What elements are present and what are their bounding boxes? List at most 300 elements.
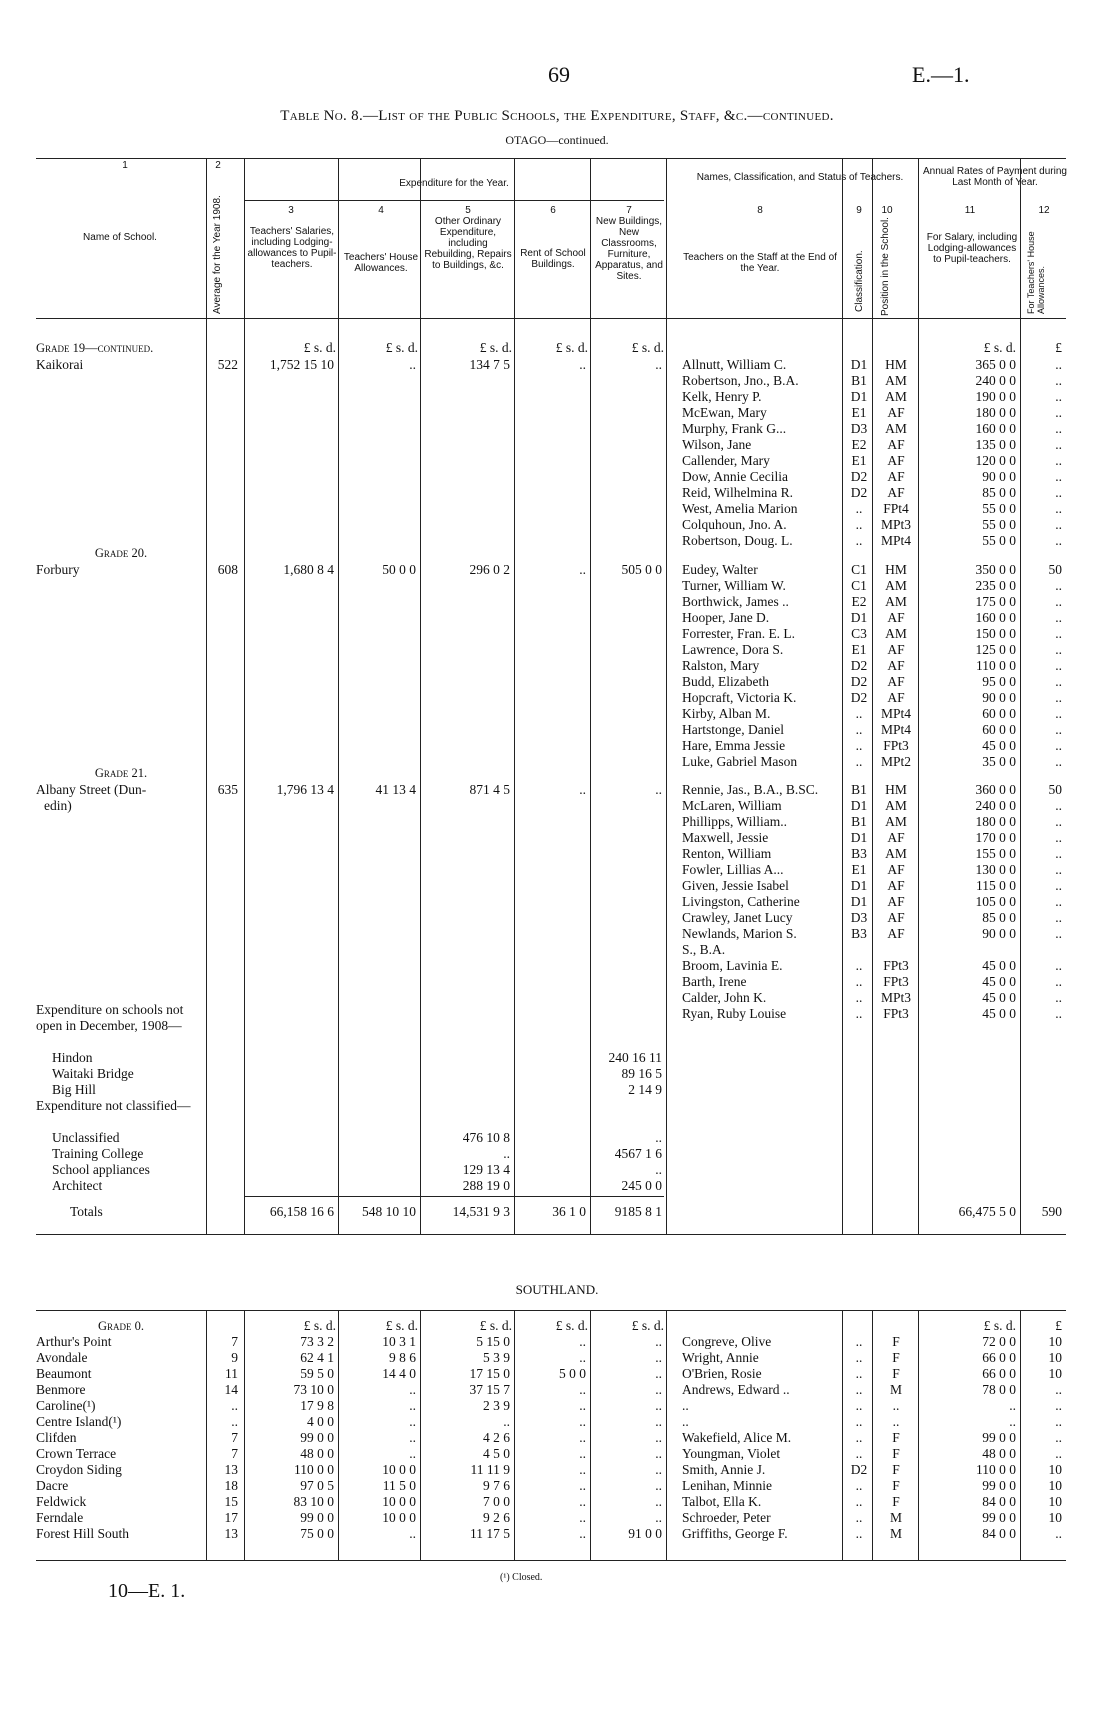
albany-school-name: Albany Street (Dun- bbox=[36, 782, 147, 797]
kaikorai-teacher-house-allowance: .. bbox=[1055, 533, 1062, 548]
page-footer: 10—E. 1. bbox=[108, 1580, 186, 1602]
albany-teacher-position: MPt3 bbox=[880, 990, 911, 1005]
forbury-teacher-rate: 95 0 0 bbox=[982, 674, 1016, 689]
forbury-teacher-house-allowance: .. bbox=[1055, 706, 1062, 721]
forbury-house: 50 0 0 bbox=[382, 562, 416, 577]
albany-teacher-name: Fowler, Lillias A... bbox=[682, 862, 784, 877]
southland-house: 9 8 6 bbox=[389, 1350, 416, 1365]
forbury-teacher-class: D1 bbox=[850, 610, 868, 625]
southland-rent: 5 0 0 bbox=[559, 1366, 586, 1381]
southland-other: 4 2 6 bbox=[483, 1430, 510, 1445]
southland-newbuild: .. bbox=[655, 1510, 662, 1525]
southland-other: 5 3 9 bbox=[483, 1350, 510, 1365]
albany-teacher-rate: 90 0 0 bbox=[982, 926, 1016, 941]
southland-house: 10 0 0 bbox=[382, 1462, 416, 1477]
southland-average: 13 bbox=[224, 1526, 238, 1541]
forbury-teacher-name: Ralston, Mary bbox=[682, 658, 760, 673]
forbury-teacher-house-allowance: .. bbox=[1055, 754, 1062, 769]
southland-newbuild: .. bbox=[655, 1478, 662, 1493]
col8-header: Teachers on the Staff at the End of the Year. bbox=[683, 252, 837, 274]
southland-newbuild: .. bbox=[655, 1494, 662, 1509]
southland-teacher-rate: 84 0 0 bbox=[982, 1494, 1016, 1509]
unit-house: £ s. d. bbox=[385, 340, 418, 355]
forbury-teacher-house-allowance: .. bbox=[1055, 722, 1062, 737]
column-rule bbox=[420, 1310, 421, 1560]
expenditure-group-rule bbox=[244, 200, 664, 201]
southland-other: 17 15 0 bbox=[469, 1366, 510, 1381]
southland-house-allowance: 10 bbox=[1048, 1494, 1062, 1509]
kaikorai-teacher-rate: 55 0 0 bbox=[982, 533, 1016, 548]
forbury-teacher-class: .. bbox=[855, 706, 863, 721]
forbury-teacher-name: Hartstonge, Daniel bbox=[682, 722, 784, 737]
kaikorai-teacher-class: D2 bbox=[850, 485, 868, 500]
south-unit-ha: £ bbox=[1055, 1318, 1062, 1333]
southland-teacher-rate: 99 0 0 bbox=[982, 1478, 1016, 1493]
forbury-teacher-name: Turner, William W. bbox=[682, 578, 786, 593]
albany-teacher-class: .. bbox=[855, 974, 863, 989]
albany-teacher-position: FPt3 bbox=[883, 958, 909, 973]
forbury-teacher-rate: 160 0 0 bbox=[975, 610, 1016, 625]
southland-teacher-class: .. bbox=[855, 1446, 863, 1461]
southland-teacher-position: M bbox=[889, 1526, 902, 1541]
southland-teacher-position: F bbox=[892, 1462, 900, 1477]
albany-teacher-house-allowance: 50 bbox=[1048, 782, 1062, 797]
forbury-teacher-class: D2 bbox=[850, 674, 868, 689]
south-unit-rent: £ s. d. bbox=[555, 1318, 588, 1333]
kaikorai-teacher-position: AF bbox=[887, 485, 905, 500]
southland-salaries: 99 0 0 bbox=[300, 1430, 334, 1445]
southland-teacher-name: Andrews, Edward .. bbox=[682, 1382, 790, 1397]
col11-header: For Salary, including Lodging-allowances to Pupil-teachers. bbox=[926, 232, 1018, 265]
forbury-teacher-rate: 60 0 0 bbox=[982, 706, 1016, 721]
albany-teacher-rate: 85 0 0 bbox=[982, 910, 1016, 925]
forbury-average: 608 bbox=[217, 562, 238, 577]
southland-school-name: Dacre bbox=[36, 1478, 69, 1493]
southland-newbuild: .. bbox=[655, 1334, 662, 1349]
albany-teacher-class: B1 bbox=[851, 782, 867, 797]
kaikorai-average: 522 bbox=[217, 357, 238, 372]
southland-house-allowance: 10 bbox=[1048, 1334, 1062, 1349]
southland-teacher-rate: .. bbox=[1009, 1414, 1016, 1429]
col3-number: 3 bbox=[288, 205, 294, 216]
kaikorai-salaries: 1,752 15 10 bbox=[269, 357, 334, 372]
kaikorai-teacher-name: Callender, Mary bbox=[682, 453, 770, 468]
kaikorai-teacher-class: .. bbox=[855, 533, 863, 548]
southland-salaries: 62 4 1 bbox=[300, 1350, 334, 1365]
kaikorai-teacher-rate: 55 0 0 bbox=[982, 501, 1016, 516]
albany-teacher-rate: 180 0 0 bbox=[975, 814, 1016, 829]
column-rule bbox=[420, 158, 421, 1234]
southland-teacher-position: F bbox=[892, 1366, 900, 1381]
kaikorai-teacher-class: E1 bbox=[851, 405, 867, 420]
forbury-teacher-position: AM bbox=[885, 594, 907, 609]
southland-house-allowance: .. bbox=[1055, 1382, 1062, 1397]
southland-house: 11 5 0 bbox=[382, 1478, 416, 1493]
albany-teacher-rate: 45 0 0 bbox=[982, 974, 1016, 989]
albany-teacher-house-allowance: .. bbox=[1055, 910, 1062, 925]
albany-teacher-position: FPt3 bbox=[883, 1006, 909, 1021]
unclassified-item-name: Unclassified bbox=[52, 1130, 120, 1145]
forbury-teacher-house-allowance: .. bbox=[1055, 642, 1062, 657]
southland-other: .. bbox=[503, 1414, 510, 1429]
southland-rent: .. bbox=[579, 1494, 586, 1509]
column-rule bbox=[338, 158, 339, 1234]
albany-teacher-name: Phillipps, William.. bbox=[682, 814, 787, 829]
southland-school-name: Beaumont bbox=[36, 1366, 92, 1381]
not-open-newbuild: 89 16 5 bbox=[621, 1066, 662, 1081]
southland-salaries: 73 10 0 bbox=[293, 1382, 334, 1397]
kaikorai-teacher-house-allowance: .. bbox=[1055, 437, 1062, 452]
southland-school-name: Benmore bbox=[36, 1382, 86, 1397]
forbury-rent: .. bbox=[579, 562, 586, 577]
totals-rate: 66,475 5 0 bbox=[958, 1204, 1016, 1219]
southland-teacher-name: O'Brien, Rosie bbox=[682, 1366, 762, 1381]
southland-school-name: Centre Island(¹) bbox=[36, 1414, 122, 1429]
forbury-grade-heading: Grade 20. bbox=[94, 546, 148, 560]
albany-teacher-house-allowance: .. bbox=[1055, 926, 1062, 941]
kaikorai-teacher-name: Reid, Wilhelmina R. bbox=[682, 485, 793, 500]
column-rule bbox=[1020, 158, 1021, 1234]
southland-salaries: 99 0 0 bbox=[300, 1510, 334, 1525]
col8-number: 8 bbox=[757, 205, 763, 216]
albany-teacher-class: E1 bbox=[851, 862, 867, 877]
southland-newbuild: 91 0 0 bbox=[628, 1526, 662, 1541]
col2-number: 2 bbox=[215, 160, 221, 171]
southland-house-allowance: .. bbox=[1055, 1398, 1062, 1413]
column-rule bbox=[872, 158, 873, 1234]
unclassified-item-name: School appliances bbox=[52, 1162, 150, 1177]
albany-teacher-rate: 130 0 0 bbox=[975, 862, 1016, 877]
unclassified-other: 129 13 4 bbox=[462, 1162, 510, 1177]
kaikorai-teacher-class: D1 bbox=[850, 389, 868, 404]
southland-rent: .. bbox=[579, 1350, 586, 1365]
col7-header: New Buildings, New Classrooms, Furniture, Apparatus, and Sites. bbox=[595, 216, 663, 282]
kaikorai-rent: .. bbox=[579, 357, 586, 372]
kaikorai-teacher-name: Allnutt, William C. bbox=[682, 357, 787, 372]
forbury-teacher-house-allowance: .. bbox=[1055, 738, 1062, 753]
names-group-header: Names, Classification, and Status of Teachers. bbox=[696, 172, 904, 183]
unit-newb: £ s. d. bbox=[631, 340, 664, 355]
forbury-teacher-class: D2 bbox=[850, 690, 868, 705]
southland-salaries: 110 0 0 bbox=[294, 1462, 334, 1477]
forbury-teacher-name: Luke, Gabriel Mason bbox=[682, 754, 798, 769]
albany-teacher-house-allowance: .. bbox=[1055, 846, 1062, 861]
southland-house: 10 3 1 bbox=[382, 1334, 416, 1349]
col7-number: 7 bbox=[626, 205, 632, 216]
kaikorai-teacher-rate: 85 0 0 bbox=[982, 485, 1016, 500]
southland-rent: .. bbox=[579, 1526, 586, 1541]
southland-average: 17 bbox=[224, 1510, 238, 1525]
forbury-salaries: 1,680 8 4 bbox=[283, 562, 334, 577]
kaikorai-teacher-house-allowance: .. bbox=[1055, 405, 1062, 420]
page-number: 69 bbox=[548, 62, 570, 87]
southland-teacher-name: .. bbox=[682, 1398, 689, 1413]
unclassified-item-name: Architect bbox=[52, 1178, 103, 1193]
forbury-teacher-house-allowance: 50 bbox=[1048, 562, 1062, 577]
southland-teacher-position: F bbox=[892, 1494, 900, 1509]
southland-salaries: 97 0 5 bbox=[300, 1478, 334, 1493]
col4-header: Teachers' House Allowances. bbox=[343, 252, 419, 274]
southland-house-allowance: 10 bbox=[1048, 1510, 1062, 1525]
albany-teacher-rate: 155 0 0 bbox=[975, 846, 1016, 861]
column-rule bbox=[244, 158, 245, 1234]
unit-ha: £ bbox=[1055, 340, 1062, 355]
forbury-teacher-name: Lawrence, Dora S. bbox=[682, 642, 784, 657]
southland-house: 14 4 0 bbox=[382, 1366, 416, 1381]
albany-teacher-name: Maxwell, Jessie bbox=[682, 830, 769, 845]
kaikorai-house: .. bbox=[409, 357, 416, 372]
albany-teacher-rate: 115 0 0 bbox=[976, 878, 1016, 893]
column-rule bbox=[918, 1310, 919, 1560]
forbury-teacher-class: .. bbox=[855, 754, 863, 769]
southland-house: .. bbox=[409, 1382, 416, 1397]
unclassified-newbuild: .. bbox=[655, 1130, 662, 1145]
albany-teacher-name: Newlands, Marion S. bbox=[682, 926, 797, 941]
southland-rent: .. bbox=[579, 1478, 586, 1493]
southland-house-allowance: .. bbox=[1055, 1526, 1062, 1541]
kaikorai-teacher-position: MPt3 bbox=[880, 517, 911, 532]
forbury-teacher-class: C1 bbox=[851, 578, 867, 593]
totals-salaries: 66,158 16 6 bbox=[269, 1204, 334, 1219]
column-rule bbox=[1020, 1310, 1021, 1560]
southland-teacher-rate: 48 0 0 bbox=[982, 1446, 1016, 1461]
kaikorai-teacher-class: D2 bbox=[850, 469, 868, 484]
southland-teacher-rate: 99 0 0 bbox=[982, 1510, 1016, 1525]
kaikorai-teacher-position: AF bbox=[887, 469, 905, 484]
southland-house: .. bbox=[409, 1414, 416, 1429]
albany-teacher-house-allowance: .. bbox=[1055, 894, 1062, 909]
southland-newbuild: .. bbox=[655, 1350, 662, 1365]
albany-teacher-position: AF bbox=[887, 878, 905, 893]
albany-teacher-class: D1 bbox=[850, 878, 868, 893]
southland-teacher-class: .. bbox=[855, 1414, 863, 1429]
kaikorai-other: 134 7 5 bbox=[469, 357, 510, 372]
forbury-teacher-position: FPt3 bbox=[883, 738, 909, 753]
south-unit-house: £ s. d. bbox=[385, 1318, 418, 1333]
southland-heading: SOUTHLAND. bbox=[515, 1282, 599, 1297]
southland-other: 7 0 0 bbox=[483, 1494, 510, 1509]
southland-bottom-rule bbox=[36, 1560, 1066, 1561]
albany-teacher-house-allowance: .. bbox=[1055, 830, 1062, 845]
expenditure-group-header: Expenditure for the Year. bbox=[399, 178, 509, 189]
forbury-teacher-name: Budd, Elizabeth bbox=[682, 674, 769, 689]
forbury-teacher-house-allowance: .. bbox=[1055, 658, 1062, 673]
kaikorai-teacher-position: AM bbox=[885, 389, 907, 404]
forbury-teacher-class: C1 bbox=[851, 562, 867, 577]
southland-school-name: Croydon Siding bbox=[36, 1462, 122, 1477]
southland-rent: .. bbox=[579, 1446, 586, 1461]
southland-teacher-rate: .. bbox=[1009, 1398, 1016, 1413]
albany-teacher-class: D1 bbox=[850, 798, 868, 813]
southland-teacher-class: .. bbox=[855, 1350, 863, 1365]
southland-newbuild: .. bbox=[655, 1446, 662, 1461]
forbury-teacher-house-allowance: .. bbox=[1055, 690, 1062, 705]
southland-other: 2 3 9 bbox=[483, 1398, 510, 1413]
south-unit-rate: £ s. d. bbox=[983, 1318, 1016, 1333]
col1-number: 1 bbox=[122, 160, 128, 171]
kaikorai-teacher-position: AM bbox=[885, 373, 907, 388]
south-unit-other: £ s. d. bbox=[479, 1318, 512, 1333]
southland-teacher-position: F bbox=[892, 1334, 900, 1349]
otago-bottom-rule bbox=[36, 1234, 1066, 1235]
albany-teacher-class: D1 bbox=[850, 830, 868, 845]
southland-rent: .. bbox=[579, 1462, 586, 1477]
forbury-teacher-house-allowance: .. bbox=[1055, 578, 1062, 593]
kaikorai-newbuild: .. bbox=[655, 357, 662, 372]
southland-salaries: 17 9 8 bbox=[300, 1398, 334, 1413]
southland-house-allowance: .. bbox=[1055, 1430, 1062, 1445]
unclassified-heading: Expenditure not classified— bbox=[36, 1098, 191, 1113]
southland-house-allowance: 10 bbox=[1048, 1462, 1062, 1477]
southland-teacher-name: Lenihan, Minnie bbox=[682, 1478, 772, 1493]
southland-school-name: Avondale bbox=[36, 1350, 88, 1365]
albany-teacher-rate: 45 0 0 bbox=[982, 990, 1016, 1005]
southland-average: 13 bbox=[224, 1462, 238, 1477]
southland-average: 7 bbox=[231, 1430, 238, 1445]
unclassified-item-name: Training College bbox=[52, 1146, 144, 1161]
forbury-teacher-position: HM bbox=[885, 562, 907, 577]
kaikorai-teacher-class: D3 bbox=[850, 421, 868, 436]
albany-teacher-house-allowance: .. bbox=[1055, 878, 1062, 893]
col6-header: Rent of School Buildings. bbox=[520, 248, 586, 270]
southland-salaries: 59 5 0 bbox=[300, 1366, 334, 1381]
albany-teacher-name: Given, Jessie Isabel bbox=[682, 878, 789, 893]
southland-school-name: Forest Hill South bbox=[36, 1526, 130, 1541]
not-open-school-name: Waitaki Bridge bbox=[52, 1066, 134, 1081]
unclassified-other: 288 19 0 bbox=[462, 1178, 510, 1193]
not-open-newbuild: 2 14 9 bbox=[628, 1082, 662, 1097]
southland-newbuild: .. bbox=[655, 1366, 662, 1381]
albany-teacher-house-allowance: .. bbox=[1055, 814, 1062, 829]
southland-newbuild: .. bbox=[655, 1414, 662, 1429]
unclassified-other: .. bbox=[503, 1146, 510, 1161]
unit-rent: £ s. d. bbox=[555, 340, 588, 355]
totals-other: 14,531 9 3 bbox=[452, 1204, 510, 1219]
kaikorai-teacher-name: Dow, Annie Cecilia bbox=[682, 469, 788, 484]
forbury-teacher-position: MPt2 bbox=[880, 754, 911, 769]
kaikorai-teacher-position: AF bbox=[887, 437, 905, 452]
albany-teacher-name: Rennie, Jas., B.A., B.SC. bbox=[682, 782, 819, 797]
kaikorai-teacher-rate: 135 0 0 bbox=[975, 437, 1016, 452]
col1-header: Name of School. bbox=[83, 232, 157, 243]
kaikorai-teacher-position: AF bbox=[887, 405, 905, 420]
southland-teacher-rate: 99 0 0 bbox=[982, 1430, 1016, 1445]
southland-school-name: Clifden bbox=[36, 1430, 77, 1445]
albany-teacher-rate: 45 0 0 bbox=[982, 1006, 1016, 1021]
col11-number: 11 bbox=[964, 205, 976, 216]
southland-school-name: Ferndale bbox=[36, 1510, 84, 1525]
southland-teacher-class: .. bbox=[855, 1382, 863, 1397]
forbury-teacher-name: Borthwick, James .. bbox=[682, 594, 789, 609]
col12-number: 12 bbox=[1038, 205, 1050, 216]
col6-number: 6 bbox=[550, 205, 556, 216]
kaikorai-teacher-position: MPt4 bbox=[880, 533, 911, 548]
forbury-teacher-name: Kirby, Alban M. bbox=[682, 706, 771, 721]
not-open-school-name: Big Hill bbox=[52, 1082, 96, 1097]
forbury-other: 296 0 2 bbox=[469, 562, 510, 577]
albany-teacher-name: Barth, Irene bbox=[682, 974, 747, 989]
southland-average: 9 bbox=[231, 1350, 238, 1365]
totals-house: 548 10 10 bbox=[362, 1204, 416, 1219]
southland-teacher-name: Schroeder, Peter bbox=[682, 1510, 771, 1525]
albany-average: 635 bbox=[217, 782, 238, 797]
southland-rent: .. bbox=[579, 1414, 586, 1429]
forbury-teacher-position: AF bbox=[887, 658, 905, 673]
albany-salaries: 1,796 13 4 bbox=[276, 782, 334, 797]
forbury-teacher-house-allowance: .. bbox=[1055, 594, 1062, 609]
forbury-teacher-name: Hopcraft, Victoria K. bbox=[682, 690, 797, 705]
southland-teacher-rate: 110 0 0 bbox=[976, 1462, 1016, 1477]
kaikorai-teacher-rate: 180 0 0 bbox=[975, 405, 1016, 420]
albany-teacher-class: .. bbox=[855, 990, 863, 1005]
totals-label: Totals bbox=[70, 1204, 103, 1219]
kaikorai-teacher-position: AM bbox=[885, 421, 907, 436]
kaikorai-teacher-position: HM bbox=[885, 357, 907, 372]
southland-other: 11 11 9 bbox=[470, 1462, 510, 1477]
unclassified-newbuild: 245 0 0 bbox=[621, 1178, 662, 1193]
southland-teacher-position: M bbox=[889, 1382, 902, 1397]
kaikorai-teacher-rate: 365 0 0 bbox=[975, 357, 1016, 372]
kaikorai-teacher-house-allowance: .. bbox=[1055, 517, 1062, 532]
kaikorai-teacher-name: West, Amelia Marion bbox=[682, 501, 798, 516]
southland-teacher-position: F bbox=[892, 1430, 900, 1445]
southland-rent: .. bbox=[579, 1398, 586, 1413]
southland-average: 7 bbox=[231, 1334, 238, 1349]
kaikorai-teacher-house-allowance: .. bbox=[1055, 373, 1062, 388]
column-rule bbox=[666, 1310, 667, 1560]
albany-teacher-class: B1 bbox=[851, 814, 867, 829]
albany-teacher-name: McLaren, William bbox=[682, 798, 782, 813]
kaikorai-teacher-house-allowance: .. bbox=[1055, 421, 1062, 436]
col9-header: Classification. bbox=[854, 250, 865, 312]
south-unit-sal: £ s. d. bbox=[303, 1318, 336, 1333]
southland-teacher-name: Congreve, Olive bbox=[682, 1334, 772, 1349]
albany-teacher-rate: 105 0 0 bbox=[975, 894, 1016, 909]
albany-teacher-class: .. bbox=[855, 1006, 863, 1021]
table-subtitle: OTAGO—continued. bbox=[505, 133, 609, 147]
albany-teacher-position: AM bbox=[885, 798, 907, 813]
albany-teacher-position: AM bbox=[885, 846, 907, 861]
column-rule bbox=[206, 158, 207, 1234]
kaikorai-teacher-class: E2 bbox=[851, 437, 867, 452]
southland-newbuild: .. bbox=[655, 1462, 662, 1477]
footnote: (¹) Closed. bbox=[500, 1572, 543, 1583]
forbury-teacher-rate: 110 0 0 bbox=[976, 658, 1016, 673]
kaikorai-teacher-house-allowance: .. bbox=[1055, 485, 1062, 500]
southland-salaries: 73 3 2 bbox=[300, 1334, 334, 1349]
southland-teacher-position: F bbox=[892, 1446, 900, 1461]
southland-teacher-rate: 84 0 0 bbox=[982, 1526, 1016, 1541]
column-rule bbox=[872, 1310, 873, 1560]
forbury-teacher-class: .. bbox=[855, 738, 863, 753]
not-open-heading: Expenditure on schools not open in December, 1908— bbox=[36, 1002, 184, 1033]
southland-teacher-class: .. bbox=[855, 1494, 863, 1509]
kaikorai-teacher-name: Robertson, Doug. L. bbox=[682, 533, 793, 548]
southland-house-allowance: 10 bbox=[1048, 1366, 1062, 1381]
southland-teacher-name: Youngman, Violet bbox=[682, 1446, 781, 1461]
unit-rate: £ s. d. bbox=[983, 340, 1016, 355]
forbury-teacher-rate: 125 0 0 bbox=[975, 642, 1016, 657]
southland-salaries: 75 0 0 bbox=[300, 1526, 334, 1541]
southland-school-name: Feldwick bbox=[36, 1494, 87, 1509]
not-open-school-name: Hindon bbox=[52, 1050, 93, 1065]
kaikorai-teacher-rate: 90 0 0 bbox=[982, 469, 1016, 484]
southland-other: 37 15 7 bbox=[469, 1382, 510, 1397]
kaikorai-teacher-name: Colquhoun, Jno. A. bbox=[682, 517, 787, 532]
kaikorai-teacher-rate: 190 0 0 bbox=[975, 389, 1016, 404]
southland-newbuild: .. bbox=[655, 1398, 662, 1413]
southland-teacher-rate: 78 0 0 bbox=[982, 1382, 1016, 1397]
